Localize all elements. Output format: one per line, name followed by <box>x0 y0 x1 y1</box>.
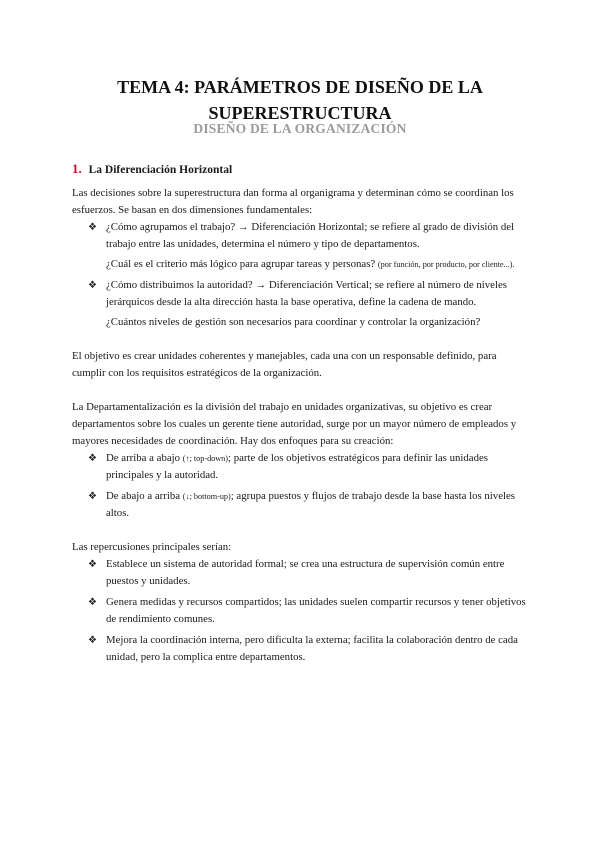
approaches-list <box>72 450 532 522</box>
list-item-text: ¿Cómo agrupamos el trabajo? → Diferenciación Horizontal; se refiere al grado de división del trabajo entre las unidades, determina el número y tipo de departamentos. <box>106 221 515 250</box>
repercussions-list <box>72 556 532 666</box>
section-heading <box>72 160 532 179</box>
diamond-bullet-icon: ❖ <box>88 222 97 233</box>
list-item-text: Mejora la coordinación interna, pero dificulta la externa; facilita la colaboración dentro de cada unidad, pero la complica entre departamentos. <box>106 634 518 663</box>
approach-note: (↑; top-down) <box>182 454 229 463</box>
approach-lead: De arriba a abajo <box>106 452 181 464</box>
list-item <box>72 594 532 628</box>
approach-note: (↓; bottom-up) <box>182 492 231 501</box>
departmentalization-paragraph: La Departamentalización es la división del trabajo en unidades organizativas, su objetivo es crear departamentos sobre los cuales un gerente tiene autoridad, surge por un mayor número de empleados y mayores necesidades de coordinación. Hay dos enfoques para su creación: <box>72 401 517 447</box>
list-item-text: ¿Cómo distribuimos la autoridad? → Diferenciación Vertical; se refiere al número de niveles jerárquicos desde la alta dirección hasta la base operativa, define la cadena de mando. <box>106 279 507 308</box>
section-heading-text: La Diferenciación Horizontal <box>88 164 233 176</box>
list-item <box>72 450 532 484</box>
list-item <box>72 488 532 522</box>
section-number: 1. <box>72 161 82 176</box>
subtext-question: ¿Cuántos niveles de gestión son necesarios para coordinar y controlar la organización? <box>106 316 481 328</box>
diamond-bullet-icon: ❖ <box>88 559 97 570</box>
title-line-1: TEMA 4: PARÁMETROS DE DISEÑO DE LA <box>117 77 483 97</box>
diamond-bullet-icon: ❖ <box>88 453 97 464</box>
list-item <box>72 556 532 590</box>
list-item-text: Establece un sistema de autoridad formal; se crea una estructura de supervisión común entre puestos y unidades. <box>106 558 505 587</box>
diamond-bullet-icon: ❖ <box>88 597 97 608</box>
approach-lead: De abajo a arriba <box>106 490 181 502</box>
list-item <box>72 219 532 253</box>
list-item <box>72 632 532 666</box>
list-item <box>72 277 532 311</box>
subtext-note: (por función, por producto, por cliente...). <box>377 260 515 269</box>
page-subtitle: DISEÑO DE LA ORGANIZACIÓN <box>193 121 407 136</box>
approach-rest: ; parte de los objetivos estratégicos para definir las unidades principales y la autoridad. <box>106 452 488 481</box>
list-item-subtext <box>72 256 532 273</box>
objective-paragraph: El objetivo es crear unidades coherentes y manejables, cada una con un responsable definido, para cumplir con los requisitos estratégicos de la organización. <box>72 350 497 379</box>
approach-rest: ; agrupa puestos y flujos de trabajo desde la base hasta los niveles altos. <box>106 490 515 519</box>
repercussions-intro: Las repercusiones principales serían: <box>72 541 232 553</box>
subtext-question: ¿Cuál es el criterio más lógico para agrupar tareas y personas? <box>106 258 376 270</box>
intro-paragraph: Las decisiones sobre la superestructura dan forma al organigrama y determinan cómo se coordinan los esfuerzos. Se basan en dos dimensiones fundamentales: <box>72 187 514 216</box>
dimensions-list <box>72 219 532 331</box>
title-line-2: SUPERESTRUCTURA <box>208 103 392 123</box>
page-title <box>0 74 600 126</box>
diamond-bullet-icon: ❖ <box>88 491 97 502</box>
list-item-text: Genera medidas y recursos compartidos; las unidades suelen compartir recursos y tener objetivos de rendimiento comunes. <box>106 596 526 625</box>
document-body <box>72 160 532 666</box>
diamond-bullet-icon: ❖ <box>88 635 97 646</box>
list-item-subtext <box>72 314 532 331</box>
diamond-bullet-icon: ❖ <box>88 280 97 291</box>
